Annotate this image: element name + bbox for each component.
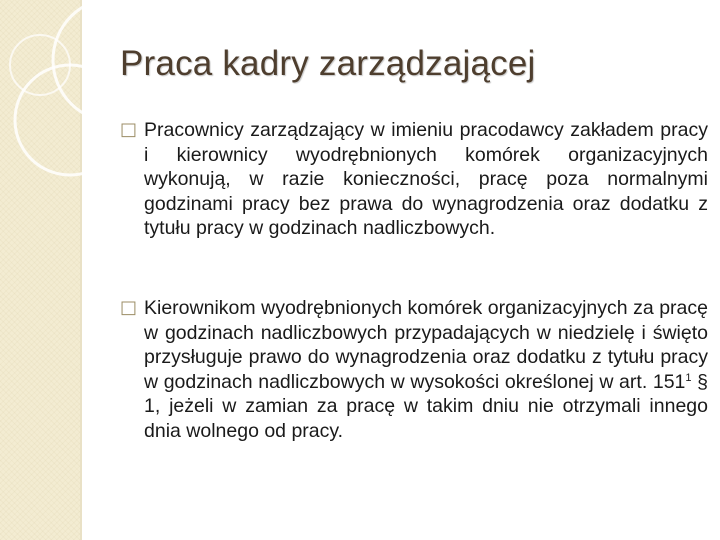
side-band-divider — [80, 0, 82, 540]
bullet-item-1 — [120, 118, 708, 241]
slide-title: Praca kadry zarządzającej — [120, 44, 536, 83]
bullet-text-part: § 1, jeżeli w zamian za pracę w takim dniu nie otrzymali innego dnia wolnego od pracy. — [144, 370, 708, 442]
bullet-marker-icon: □ — [120, 297, 138, 318]
bullet-marker-icon: □ — [120, 119, 138, 140]
bullet-text: Pracownicy zarządzający w imieniu pracodawcy zakładem pracy i kierownicy wyodrębnionych komórek organizacyjnych wykonują, w razie konieczności, pracę poza normalnymi godzinami pracy bez prawa do wynagrodzenia oraz dodatku z tytułu pracy w godzinach nadliczbowych. — [144, 119, 708, 239]
article-superscript: 1 — [685, 371, 692, 384]
bullet-text-part: Kierownikom wyodrębnionych komórek organizacyjnych za pracę w godzinach nadliczbowych przypadających w niedzielę i święto przysługuje prawo do wynagrodzenia oraz dodatku z tytułu pracy w godzinach nadliczbowych w wysokości określonej w art. 151 — [144, 297, 708, 393]
bullet-text — [120, 296, 708, 443]
bullet-item-2 — [120, 296, 708, 443]
decorative-side-band — [0, 0, 80, 540]
